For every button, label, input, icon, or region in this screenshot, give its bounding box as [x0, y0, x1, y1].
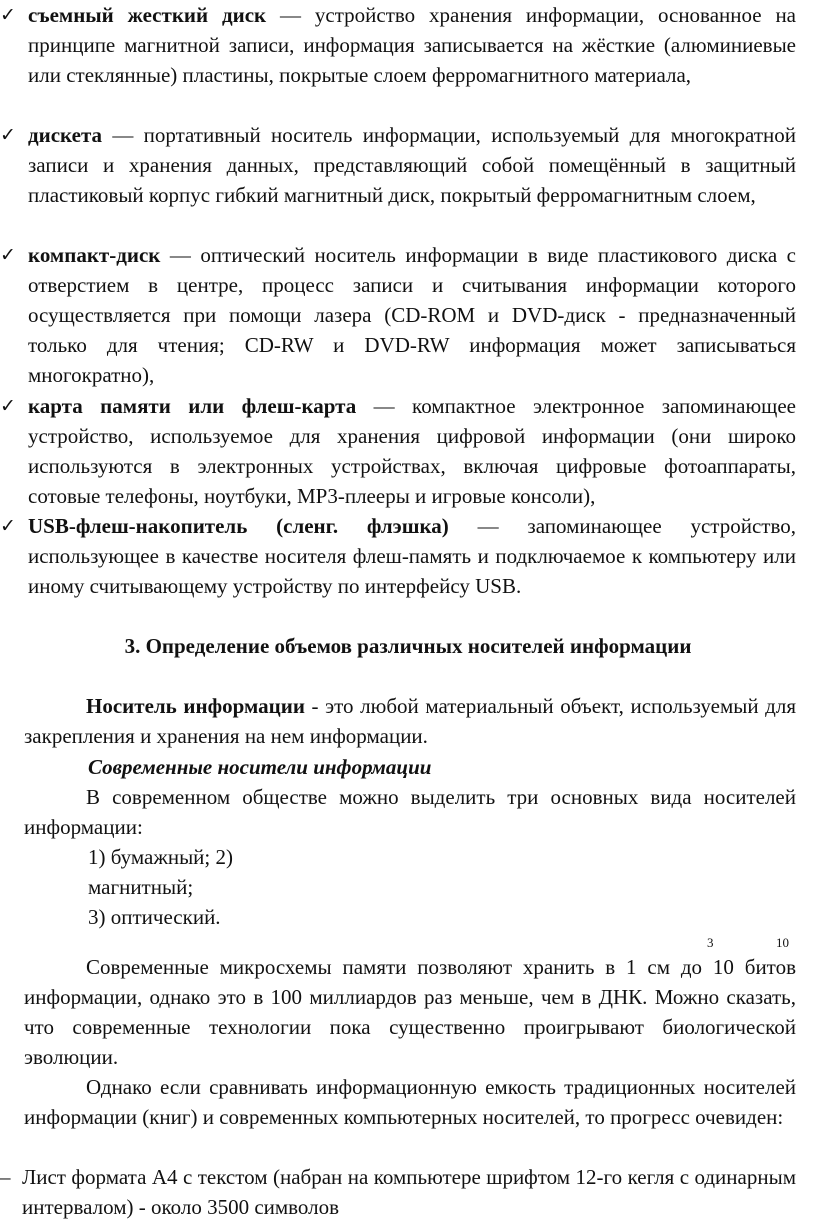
intro-paragraph: В современном обществе можно выделить три основных вида носителей информации:	[24, 785, 796, 839]
list-item	[0, 120, 796, 210]
definition-term: Носитель информации	[86, 694, 305, 718]
term-definition: — оптический носитель информации в виде пластикового диска с отверстием в центре, процесс записи и считывания информации которого осуществляется при помощи лазера (CD-ROM и DVD-диск - предназначенный только для чтения; CD-RW и DVD-RW информация может записываться многократно),	[28, 243, 796, 387]
checkmark-icon: ✓	[0, 124, 16, 146]
dash-marker: –	[0, 1165, 11, 1189]
section-heading: 3. Определение объемов различных носителей информации	[124, 634, 692, 658]
term-definition: — портативный носитель информации, используемый для многократной записи и хранения данных, представляющий собой помещённый в защитный пластиковый корпус гибкий магнитный диск, покрытый ферромагнитным слоем,	[28, 123, 796, 207]
microchips-paragraph: Современные микросхемы памяти позволяют хранить в 1 см до 10 битов информации, однако это в 100 миллиардов раз меньше, чем в ДНК. Можно сказать, что современные технологии пока существенно проигрывают биологической эволюции.	[24, 955, 796, 1069]
superscript: 3	[707, 935, 714, 950]
list-item	[0, 511, 796, 601]
subheading: Современные носители информации	[88, 755, 432, 779]
list-item-text: Лист формата А4 с текстом (набран на компьютере шрифтом 12-го кегля с одинарным интервалом) - около 3500 символов	[22, 1165, 796, 1219]
media-type-line: магнитный;	[88, 875, 194, 899]
checkmark-icon: ✓	[0, 515, 16, 537]
term: съемный жесткий диск	[28, 3, 267, 27]
comparison-paragraph: Однако если сравнивать информационную емкость традиционных носителей информации (книг) и современных компьютерных носителей, то прогресс очевиден:	[24, 1075, 796, 1129]
term-definition: — устройство хранения информации, основанное на принципе магнитной записи, информация записывается на жёсткие (алюминиевые или стеклянные) пластины, покрытые слоем ферромагнитного материала,	[28, 3, 796, 87]
term-definition: — запоминающее устройство, использующее в качестве носителя флеш-память и подключаемое к компьютеру или иному считывающему устройству по интерфейсу USB.	[28, 514, 796, 598]
checkmark-icon: ✓	[0, 395, 16, 417]
list-item	[0, 391, 796, 511]
term: дискета	[28, 123, 103, 147]
media-type-line: 3) оптический.	[88, 905, 221, 929]
checkmark-icon: ✓	[0, 244, 16, 266]
list-item	[0, 240, 796, 390]
list-item	[0, 0, 796, 90]
term-definition: — компактное электронное запоминающее устройство, используемое для хранения цифровой информации (они широко используются в электронных устройствах, включая цифровые фотоаппараты, сотовые телефоны, ноутбуки, MP3-плееры и игровые консоли),	[28, 394, 796, 508]
superscript: 10	[776, 935, 789, 950]
media-type-line: 1) бумажный; 2)	[88, 845, 233, 869]
list-item	[0, 1162, 796, 1222]
term: USB-флеш-накопитель (сленг. флэшка)	[28, 514, 449, 538]
term: компакт-диск	[28, 243, 161, 267]
definition-text: - это любой материальный объект, используемый для закрепления и хранения на нем информации.	[24, 694, 797, 748]
term: карта памяти или флеш-карта	[28, 394, 357, 418]
definition-paragraph	[24, 691, 796, 751]
checkmark-icon: ✓	[0, 4, 16, 26]
